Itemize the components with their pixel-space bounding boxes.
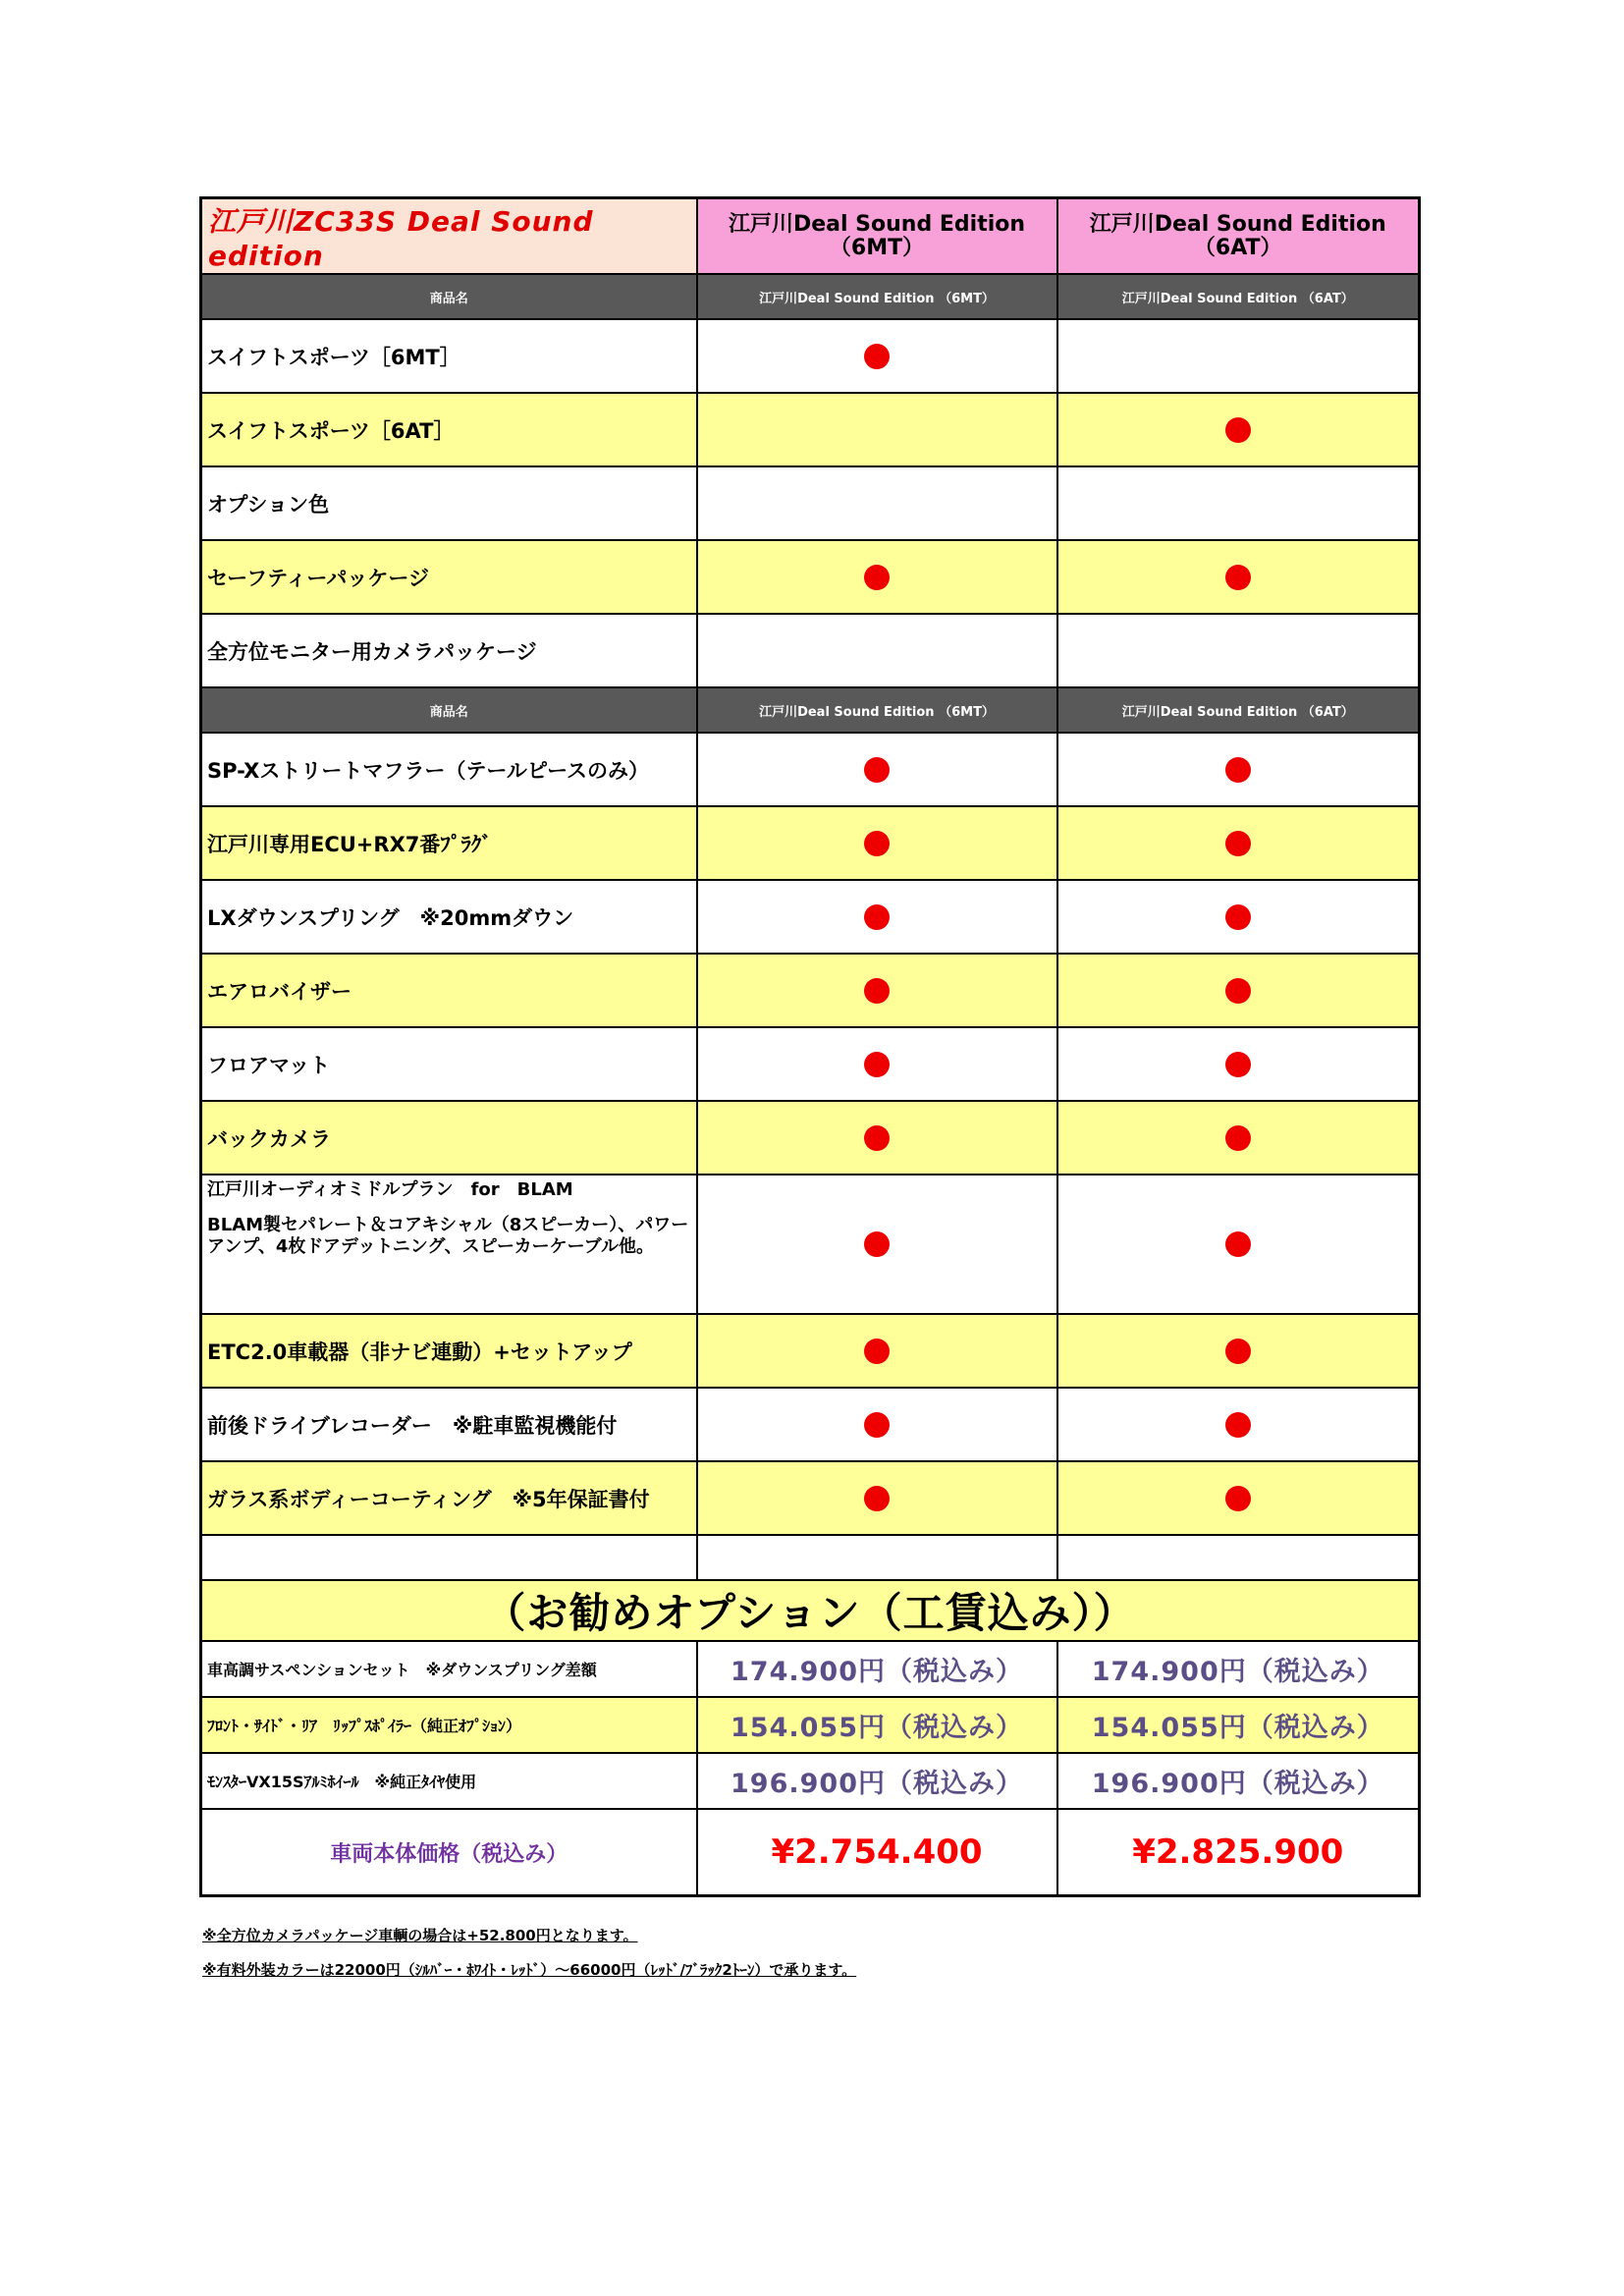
cell-6at xyxy=(1057,1314,1420,1388)
section-header-6mt: 江戸川Deal Sound Edition （6MT） xyxy=(697,687,1057,733)
included-dot-icon xyxy=(1225,757,1251,783)
cell-6at xyxy=(1057,393,1420,466)
blank-row xyxy=(201,1535,1420,1580)
cell-6mt xyxy=(697,880,1057,954)
cell-6mt xyxy=(697,1461,1057,1535)
included-dot-icon xyxy=(864,1125,890,1151)
total-price-6at: ¥2.825.900 xyxy=(1057,1809,1420,1896)
item-label: ETC2.0車載器（非ナビ連動）+セットアップ xyxy=(201,1314,697,1388)
cell-6at xyxy=(1057,1461,1420,1535)
included-dot-icon xyxy=(864,565,890,590)
included-dot-icon xyxy=(864,831,890,856)
item-label: スイフトスポーツ［6MT］ xyxy=(201,319,697,393)
item-label: エアロバイザー xyxy=(201,954,697,1027)
section-header-6at: 江戸川Deal Sound Edition （6AT） xyxy=(1057,687,1420,733)
included-dot-icon xyxy=(864,344,890,369)
option-label: 車高調サスペンションセット ※ダウンスプリング差額 xyxy=(201,1641,697,1697)
cell-6mt xyxy=(697,1388,1057,1461)
item-label: セーフティーパッケージ xyxy=(201,540,697,614)
option-label: ﾓﾝｽﾀｰVX15Sｱﾙﾐﾎｲｰﾙ ※純正ﾀｲﾔ使用 xyxy=(201,1753,697,1809)
option-row xyxy=(201,1753,1420,1809)
item-label: フロアマット xyxy=(201,1027,697,1101)
item-row xyxy=(201,806,1420,880)
item-label: 全方位モニター用カメラパッケージ xyxy=(201,614,697,687)
included-dot-icon xyxy=(1225,1125,1251,1151)
footnote-paint-color: ※有料外装カラーは22000円（ｼﾙﾊﾞｰ・ﾎﾜｲﾄ・ﾚｯﾄﾞ）～66000円（ﾚｯﾄﾞ/ﾌﾞﾗｯｸ2ﾄｰﾝ）で承ります。 xyxy=(202,1961,857,1979)
cell-6at xyxy=(1057,466,1420,540)
cell-6mt xyxy=(697,806,1057,880)
included-dot-icon xyxy=(864,978,890,1004)
price-sheet xyxy=(199,196,1418,1897)
item-label: スイフトスポーツ［6AT］ xyxy=(201,393,697,466)
included-dot-icon xyxy=(1225,1412,1251,1438)
item-row xyxy=(201,1101,1420,1175)
item-row xyxy=(201,1388,1420,1461)
cell-6mt xyxy=(697,1175,1057,1314)
item-row xyxy=(201,880,1420,954)
item-label: ガラス系ボディーコーティング ※5年保証書付 xyxy=(201,1461,697,1535)
price-table xyxy=(199,196,1421,1897)
included-dot-icon xyxy=(1225,978,1251,1004)
included-dot-icon xyxy=(1225,904,1251,930)
included-dot-icon xyxy=(864,1412,890,1438)
option-price-6at: 196.900円（税込み） xyxy=(1057,1753,1420,1809)
item-row xyxy=(201,1027,1420,1101)
cell-6mt xyxy=(697,1314,1057,1388)
included-dot-icon xyxy=(864,1231,890,1257)
cell-6at xyxy=(1057,1101,1420,1175)
cell-6mt xyxy=(697,1101,1057,1175)
option-row xyxy=(201,1641,1420,1697)
option-row xyxy=(201,1697,1420,1753)
cell-6at xyxy=(1057,319,1420,393)
audio-plan-title: 江戸川オーディオミドルプラン for BLAM xyxy=(207,1179,573,1200)
included-dot-icon xyxy=(1225,1231,1251,1257)
options-title: （お勧めオプション（工賃込み）） xyxy=(201,1580,1420,1641)
cell-6mt xyxy=(697,1027,1057,1101)
included-dot-icon xyxy=(864,1486,890,1511)
cell-6at xyxy=(1057,806,1420,880)
cell-6at xyxy=(1057,954,1420,1027)
included-dot-icon xyxy=(1225,1486,1251,1511)
audio-plan-description: BLAM製セパレート＆コアキシャル（8スピーカー）、パワーアンプ、4枚ドアデットニング、スピーカーケーブル他。 xyxy=(207,1215,689,1257)
item-row xyxy=(201,540,1420,614)
cell-6at xyxy=(1057,540,1420,614)
item-label: LXダウンスプリング ※20mmダウン xyxy=(201,880,697,954)
item-label: 江戸川専用ECU+RX7番ﾌﾟﾗｸﾞ xyxy=(201,806,697,880)
cell-6at xyxy=(1057,1175,1420,1314)
total-price-6mt: ¥2.754.400 xyxy=(697,1809,1057,1896)
cell-6mt xyxy=(697,954,1057,1027)
audio-plan-label xyxy=(201,1175,697,1314)
total-price-row xyxy=(201,1809,1420,1896)
section-header-row xyxy=(201,687,1420,733)
included-dot-icon xyxy=(1225,565,1251,590)
included-dot-icon xyxy=(864,757,890,783)
item-row xyxy=(201,319,1420,393)
included-dot-icon xyxy=(864,1052,890,1077)
cell-6mt xyxy=(697,319,1057,393)
option-price-6mt: 174.900円（税込み） xyxy=(697,1641,1057,1697)
cell-6mt xyxy=(697,393,1057,466)
item-row xyxy=(201,954,1420,1027)
model-6at-header xyxy=(1057,198,1420,275)
included-dot-icon xyxy=(1225,1339,1251,1364)
audio-plan-row xyxy=(201,1175,1420,1314)
option-label: ﾌﾛﾝﾄ・ｻｲﾄﾞ・ﾘｱ ﾘｯﾌﾟｽﾎﾟｲﾗｰ（純正ｵﾌﾟｼｮﾝ） xyxy=(201,1697,697,1753)
option-price-6at: 154.055円（税込み） xyxy=(1057,1697,1420,1753)
item-label: バックカメラ xyxy=(201,1101,697,1175)
item-label: オプション色 xyxy=(201,466,697,540)
blank-cell xyxy=(1057,1535,1420,1580)
blank-cell xyxy=(697,1535,1057,1580)
cell-6mt xyxy=(697,614,1057,687)
model-6mt-header xyxy=(697,198,1057,275)
included-dot-icon xyxy=(1225,831,1251,856)
cell-6at xyxy=(1057,614,1420,687)
item-row xyxy=(201,1314,1420,1388)
sheet-title: 江戸川ZC33S Deal Sound edition xyxy=(201,198,697,275)
section-header-6at: 江戸川Deal Sound Edition （6AT） xyxy=(1057,274,1420,319)
footnotes xyxy=(202,1925,856,1994)
options-title-row xyxy=(201,1580,1420,1641)
item-row xyxy=(201,1461,1420,1535)
model-6at-label: 江戸川Deal Sound Edition （6AT） xyxy=(1089,211,1386,260)
item-row xyxy=(201,393,1420,466)
title-row xyxy=(201,198,1420,275)
footnote-camera-package: ※全方位カメラパッケージ車輌の場合は+52.800円となります。 xyxy=(202,1927,638,1944)
included-dot-icon xyxy=(864,1339,890,1364)
cell-6mt xyxy=(697,540,1057,614)
option-price-6mt: 154.055円（税込み） xyxy=(697,1697,1057,1753)
item-row xyxy=(201,466,1420,540)
included-dot-icon xyxy=(1225,417,1251,443)
option-price-6mt: 196.900円（税込み） xyxy=(697,1753,1057,1809)
section-header-label: 商品名 xyxy=(201,274,697,319)
cell-6at xyxy=(1057,1027,1420,1101)
cell-6at xyxy=(1057,1388,1420,1461)
item-row xyxy=(201,733,1420,806)
cell-6mt xyxy=(697,733,1057,806)
cell-6mt xyxy=(697,466,1057,540)
cell-6at xyxy=(1057,733,1420,806)
blank-cell xyxy=(201,1535,697,1580)
included-dot-icon xyxy=(1225,1052,1251,1077)
item-label: SP-Xストリートマフラー（テールピースのみ） xyxy=(201,733,697,806)
item-label: 前後ドライブレコーダー ※駐車監視機能付 xyxy=(201,1388,697,1461)
total-price-label: 車両本体価格（税込み） xyxy=(201,1809,697,1896)
section-header-label: 商品名 xyxy=(201,687,697,733)
section-header-row xyxy=(201,274,1420,319)
included-dot-icon xyxy=(864,904,890,930)
cell-6at xyxy=(1057,880,1420,954)
option-price-6at: 174.900円（税込み） xyxy=(1057,1641,1420,1697)
section-header-6mt: 江戸川Deal Sound Edition （6MT） xyxy=(697,274,1057,319)
item-row xyxy=(201,614,1420,687)
model-6mt-label: 江戸川Deal Sound Edition （6MT） xyxy=(728,211,1026,260)
